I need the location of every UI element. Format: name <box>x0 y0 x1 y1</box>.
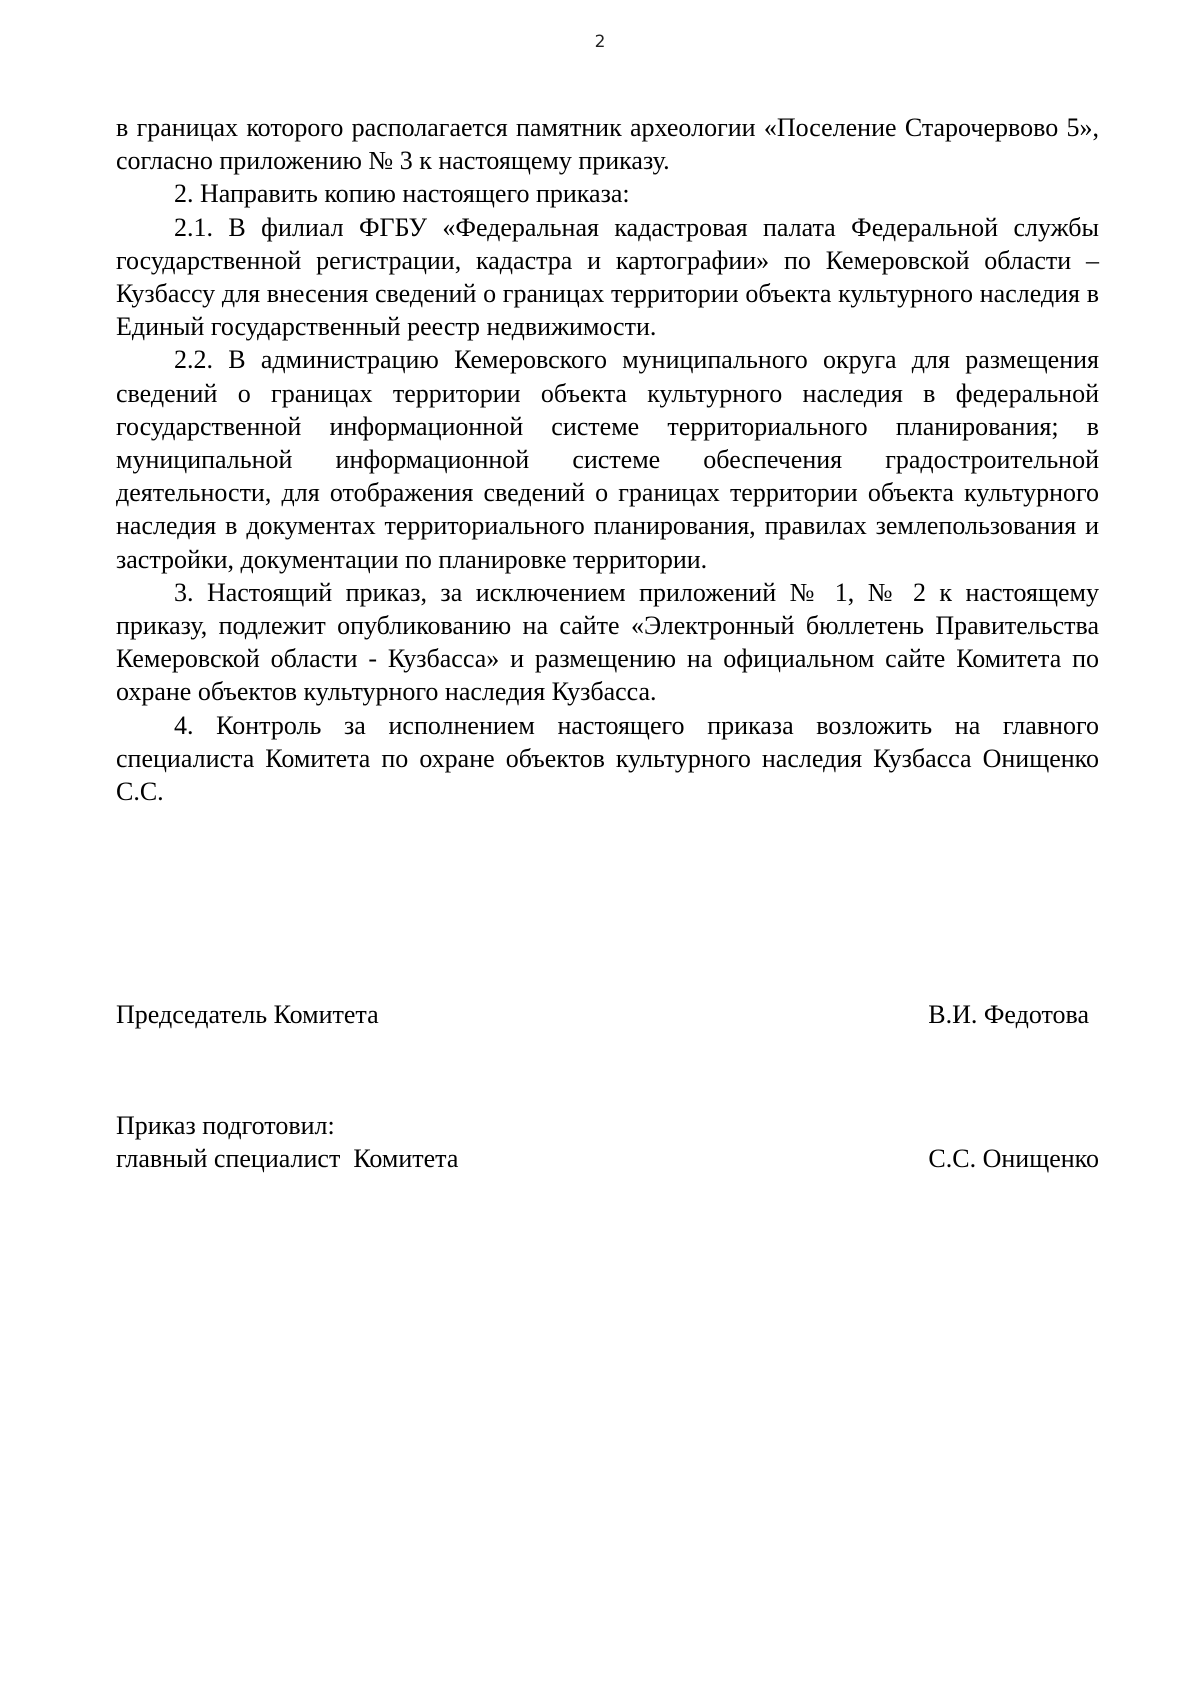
chairman-name: В.И. Федотова <box>928 1000 1089 1029</box>
document-body <box>116 111 1099 808</box>
paragraph-item-4: 4. Контроль за исполнением настоящего приказа возложить на главного специалиста Комитета по охране объектов культурного наследия Кузбасса Онищенко С.С. <box>116 710 1099 807</box>
paragraph-item-3: 3. Настоящий приказ, за исключением приложений № 1, № 2 к настоящему приказу, подлежит опубликованию на сайте «Электронный бюллетень Правительства Кемеровской области - Кузбасса» и размещению на официальном сайте Комитета по охране объектов культурного наследия Кузбасса. <box>116 577 1099 707</box>
chairman-title: Председатель Комитета <box>116 1000 379 1029</box>
paragraph-item-2-1: 2.1. В филиал ФГБУ «Федеральная кадастровая палата Федеральной службы государственной регистрации, кадастра и картографии» по Кемеровской области – Кузбассу для внесения сведений о границах территории объекта культурного наследия в Единый государственный реестр недвижимости. <box>116 212 1099 342</box>
preparer-name: С.С. Онищенко <box>928 1144 1099 1173</box>
prepared-by-label: Приказ подготовил: <box>116 1111 335 1140</box>
paragraph-item-2-2: 2.2. В администрацию Кемеровского муниципального округа для размещения сведений о границах территории объекта культурного наследия в федеральной государственной информационной системе территориального планирования; в муниципальной информационной системе обеспечения градостроительной деятельности, для отображения сведений о границах территории объекта культурного наследия в документах территориального планирования, правилах землепользования и застройки, документации по планировке территории. <box>116 345 1099 574</box>
paragraph-continuation: в границах которого располагается памятник археологии «Поселение Старочервово 5», согласно приложению № 3 к настоящему приказу. <box>116 113 1099 176</box>
preparer-title: главный специалист Комитета <box>116 1144 459 1173</box>
page-number: 2 <box>594 32 606 52</box>
paragraph-item-2: 2. Направить копию настоящего приказа: <box>174 179 630 209</box>
